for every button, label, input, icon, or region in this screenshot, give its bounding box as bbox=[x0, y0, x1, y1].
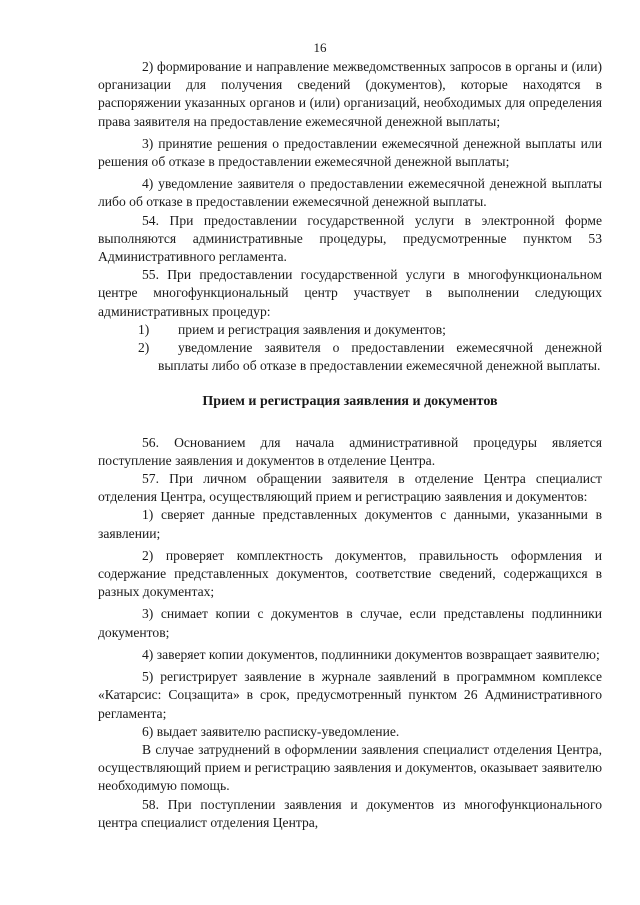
document-body bbox=[98, 58, 602, 832]
paragraph-57-item-6: 6) выдает заявителю расписку-уведомление. bbox=[142, 723, 400, 739]
page-number: 16 bbox=[313, 40, 327, 55]
paragraph-57-item-2: 2) проверяет комплектность документов, правильность оформления и содержание представленных документов, соответствие сведений, содержащихся в разных документах; bbox=[98, 547, 602, 600]
list-item bbox=[98, 339, 602, 375]
paragraph-item-3: 3) принятие решения о предоставлении ежемесячной денежной выплаты или решения об отказе в предоставлении ежемесячной денежной выплаты; bbox=[98, 135, 602, 170]
paragraph-item-2: 2) формирование и направление межведомственных запросов в органы и (или) организации для получения сведений (документов), которые находятся в распоряжении указанных органов и (или) организаций, необходимых для определения права заявителя на предоставление ежемесячной денежной выплаты; bbox=[98, 59, 602, 129]
paragraph-57-item-5: 5) регистрирует заявление в журнале заявлений в программном комплексе «Катарсис: Соцзащита» в срок, предусмотренный пунктом 26 Административного регламента; bbox=[98, 669, 602, 721]
paragraph-57-item-4: 4) заверяет копии документов, подлинники документов возвращает заявителю; bbox=[142, 646, 600, 662]
paragraph-item-4: 4) уведомление заявителя о предоставлении ежемесячной денежной выплаты либо об отказе в предоставлении ежемесячной денежной выплаты. bbox=[98, 176, 602, 210]
list-text: уведомление заявителя о предоставлении ежемесячной денежной выплаты либо об отказе в предоставлении ежемесячной денежной выплаты. bbox=[158, 340, 602, 374]
section-heading: Прием и регистрация заявления и документов bbox=[202, 394, 498, 410]
list-number: 2) bbox=[138, 340, 150, 356]
list-text: прием и регистрация заявления и документов; bbox=[178, 321, 446, 337]
paragraph-assistance: В случае затруднений в оформлении заявления специалист отделения Центра, осуществляющий прием и регистрацию заявления и документов, оказывает заявителю необходимую помощь. bbox=[98, 741, 602, 794]
paragraph-57: 57. При личном обращении заявителя в отделение Центра специалист отделения Центра, осуществляющий прием и регистрацию заявления и документов: bbox=[98, 471, 602, 505]
paragraph-55: 55. При предоставлении государственной услуги в многофункциональном центре многофункциональный центр участвует в выполнении следующих административных процедур: bbox=[98, 267, 602, 319]
paragraph-54: 54. При предоставлении государственной услуги в электронной форме выполняются административные процедуры, предусмотренные пунктом 53 Административного регламента. bbox=[98, 212, 602, 265]
paragraph-58: 58. При поступлении заявления и документов из многофункционального центра специалист отделения Центра, bbox=[98, 796, 602, 830]
paragraph-57-item-1: 1) сверяет данные представленных документов с данными, указанными в заявлении; bbox=[98, 507, 602, 541]
paragraph-56: 56. Основанием для начала административной процедуры является поступление заявления и документов в отделение Центра. bbox=[98, 434, 602, 468]
list-number: 1) bbox=[138, 321, 150, 337]
list-item bbox=[98, 321, 602, 339]
paragraph-57-item-3: 3) снимает копии с документов в случае, если представлены подлинники документов; bbox=[98, 606, 602, 640]
